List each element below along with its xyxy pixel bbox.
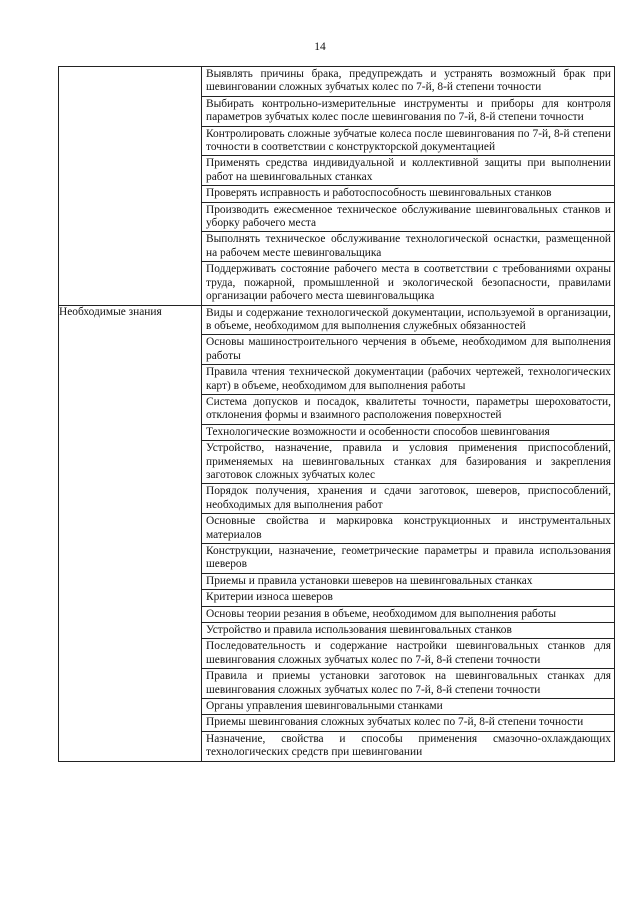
list-item: Производить ежесменное техническое обслуживание шевинговальных станков и уборку рабочего места bbox=[202, 202, 614, 232]
page-number: 14 bbox=[314, 41, 326, 53]
list-item: Выявлять причины брака, предупреждать и устранять возможный брак при шевинговании сложных зубчатых колес по 7-й, 8-й степени точности bbox=[206, 68, 611, 94]
list-item: Основы теории резания в объеме, необходимом для выполнения работы bbox=[202, 606, 614, 622]
requirements-table bbox=[58, 66, 615, 762]
list-item: Последовательность и содержание настройки шевинговальных станков для шевингования сложных зубчатых колес по 7-й, 8-й степени точности bbox=[202, 638, 614, 668]
row-label bbox=[59, 67, 202, 306]
list-item: Конструкции, назначение, геометрические параметры и правила использования шеверов bbox=[202, 543, 614, 573]
table-row bbox=[59, 305, 615, 761]
table-row bbox=[59, 67, 615, 306]
list-item: Правила и приемы установки заготовок на шевинговальных станках для шевингования сложных зубчатых колес по 7-й, 8-й степени точности bbox=[202, 668, 614, 698]
list-item: Правила чтения технической документации (рабочих чертежей, технологических карт) в объеме, необходимом для выполнения работы bbox=[202, 364, 614, 394]
list-item: Приемы шевингования сложных зубчатых колес по 7-й, 8-й степени точности bbox=[202, 714, 614, 730]
list-item: Применять средства индивидуальной и коллективной защиты при выполнении работ на шевинговальных станках bbox=[202, 155, 614, 185]
list-item: Органы управления шевинговальными станками bbox=[202, 698, 614, 714]
list-item: Порядок получения, хранения и сдачи заготовок, шеверов, приспособлений, необходимых для выполнения работ bbox=[202, 483, 614, 513]
list-item: Система допусков и посадок, квалитеты точности, параметры шероховатости, отклонения формы и взаимного расположения поверхностей bbox=[202, 394, 614, 424]
list-item: Технологические возможности и особенности способов шевингования bbox=[202, 424, 614, 440]
list-item: Назначение, свойства и способы применения смазочно-охлаждающих технологических средств при шевинговании bbox=[202, 731, 614, 761]
list-item: Поддерживать состояние рабочего места в соответствии с требованиями охраны труда, пожарной, промышленной и экологической безопасности, правилами организации рабочего места шевинговальщика bbox=[202, 261, 614, 304]
list-item: Выполнять техническое обслуживание технологической оснастки, размещенной на рабочем месте шевинговальщика bbox=[202, 231, 614, 261]
list-item: Основы машиностроительного черчения в объеме, необходимом для выполнения работы bbox=[202, 334, 614, 364]
list-item: Устройство и правила использования шевинговальных станков bbox=[202, 622, 614, 638]
list-item: Приемы и правила установки шеверов на шевинговальных станках bbox=[202, 573, 614, 589]
list-item: Проверять исправность и работоспособность шевинговальных станков bbox=[202, 185, 614, 201]
knowledge-list bbox=[202, 305, 615, 761]
list-item: Устройство, назначение, правила и условия применения приспособлений, применяемых на шевинговальных станках для базирования и закрепления заготовок сложных зубчатых колес bbox=[202, 440, 614, 483]
list-item: Критерии износа шеверов bbox=[202, 589, 614, 605]
list-item: Выбирать контрольно-измерительные инструменты и приборы для контроля параметров зубчатых колес после шевингования по 7-й, 8-й степени точности bbox=[202, 96, 614, 126]
list-item: Основные свойства и маркировка конструкционных и инструментальных материалов bbox=[202, 513, 614, 543]
list-item: Контролировать сложные зубчатые колеса после шевингования по 7-й, 8-й степени точности в соответствии с конструкторской документацией bbox=[202, 126, 614, 156]
list-item: Виды и содержание технологической документации, используемой в организации, в объеме, необходимом для выполнения служебных обязанностей bbox=[206, 306, 611, 332]
row-label-required-knowledge: Необходимые знания bbox=[59, 305, 202, 761]
skills-list bbox=[202, 67, 615, 306]
